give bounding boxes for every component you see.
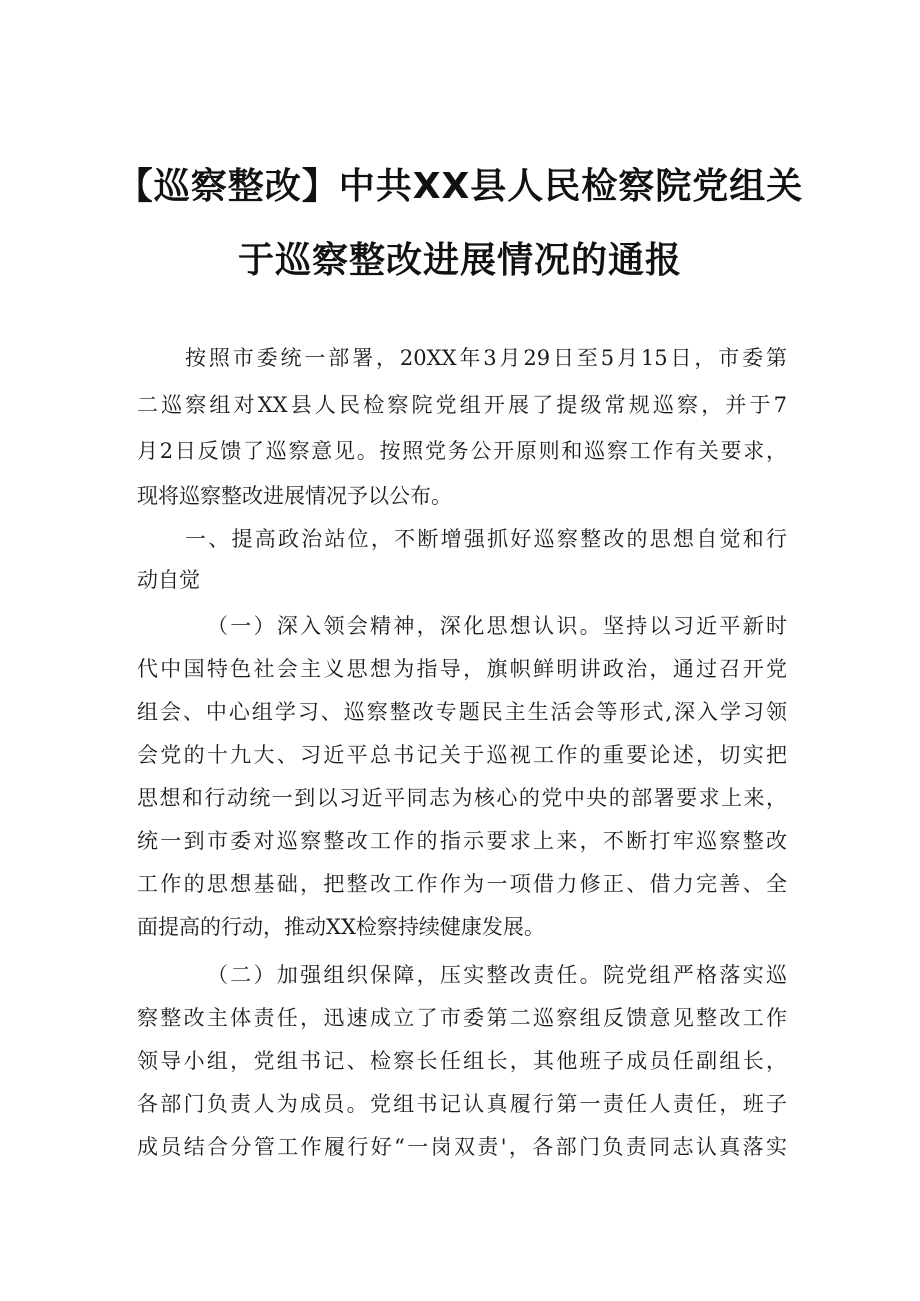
document-title-line-2: 于巡察整改进展情况的通报: [237, 240, 682, 281]
paragraph-line: 工作的思想基础，把整改工作作为一项借力修正、借力完善、全: [137, 872, 787, 896]
paragraph-line: 代中国特色社会主义思想为指导，旗帜鲜明讲政治，通过召开党: [137, 657, 787, 681]
paragraph-line: 面提高的行动，推动XX检察持续健康发展。: [137, 915, 545, 939]
paragraph-line: 会党的十九大、习近平总书记关于巡视工作的重要论述，切实把: [137, 743, 787, 767]
paragraph-line: （二）加强组织保障，压实整改责任。院党组严格落实巡: [207, 963, 787, 987]
paragraph-line: 统一到市委对巡察整改工作的指示要求上来，不断打牢巡察整改: [137, 829, 787, 853]
paragraph-line: 月2日反馈了巡察意见。按照党务公开原则和巡察工作有关要求，: [137, 439, 787, 463]
section-heading-line: 一、提高政治站位，不断增强抓好巡察整改的思想自觉和行: [185, 527, 787, 551]
paragraph-line: 成员结合分管工作履行好“一岗双责'，各部门负责同志认真落实: [137, 1135, 787, 1159]
section-heading-line: 动自觉: [137, 568, 200, 592]
paragraph-line: （一）深入领会精神，深化思想认识。坚持以习近平新时: [207, 614, 787, 638]
paragraph-line: 思想和行动统一到以习近平同志为核心的党中央的部署要求上来，: [137, 786, 787, 810]
paragraph-line: 察整改主体责任，迅速成立了市委第二巡察组反馈意见整改工作: [137, 1006, 787, 1030]
paragraph-line: 组会、中心组学习、巡察整改专题民主生活会等形式,深入学习领: [137, 700, 787, 724]
paragraph-line: 现将巡察整改进展情况予以公布。: [137, 484, 452, 508]
document-title-line-1: 【巡察整改】中共XX县人民检察院党组关: [116, 166, 804, 207]
paragraph-line: 二巡察组对XX县人民检察院党组开展了提级常规巡察，并于7: [137, 393, 787, 417]
paragraph-line: 按照市委统一部署，20XX年3月29日至5月15日，市委第: [185, 346, 787, 370]
paragraph-line: 领导小组，党组书记、检察长任组长，其他班子成员任副组长，: [137, 1049, 787, 1073]
paragraph-line: 各部门负责人为成员。党组书记认真履行第一责任人责任，班子: [137, 1092, 787, 1116]
